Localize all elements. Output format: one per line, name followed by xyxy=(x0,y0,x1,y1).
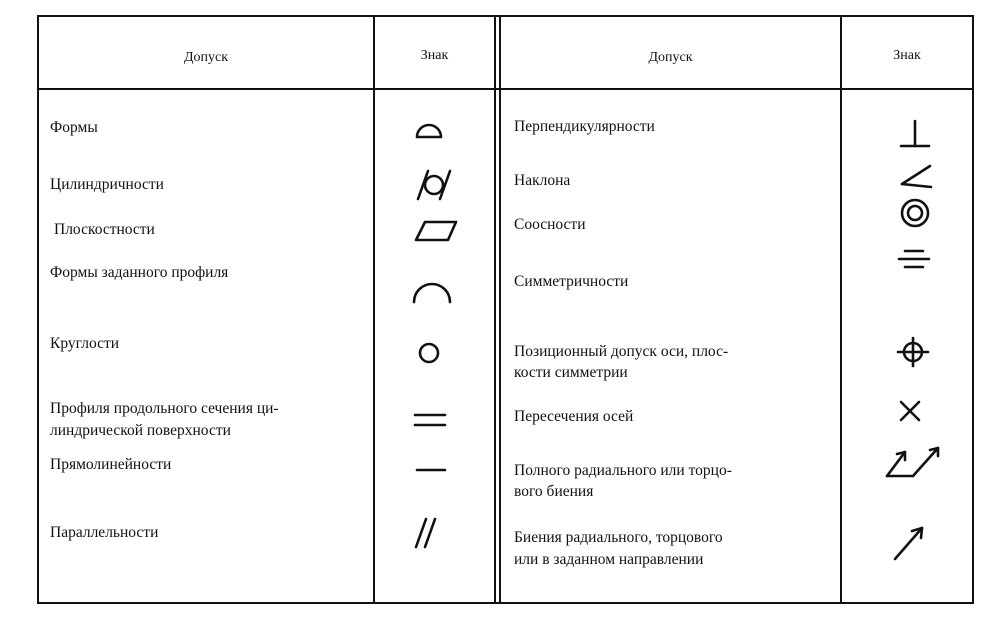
left-row-label-5: Профиля продольного сечения ци- xyxy=(50,400,279,417)
left-row-label-0: Формы xyxy=(50,119,98,136)
right-row-label-6-cont: вого биения xyxy=(514,483,594,500)
header-right-tolerance: Допуск xyxy=(648,50,693,65)
right-row-label-7: Биения радиального, торцового xyxy=(514,529,723,546)
right-row-label-1: Наклона xyxy=(514,172,571,189)
left-row-label-4: Круглости xyxy=(50,335,120,352)
straight-line-icon xyxy=(414,465,448,475)
symmetry-icon xyxy=(896,246,932,272)
left-row-label-6: Прямолинейности xyxy=(50,456,172,473)
right-row-label-6: Полного радиального или торцо- xyxy=(514,462,732,479)
arc-icon xyxy=(410,277,454,305)
left-row-label-7: Параллельности xyxy=(50,524,159,541)
right-row-label-4-cont: кости симметрии xyxy=(514,364,628,381)
column-divider-3 xyxy=(840,17,842,602)
left-row-label-5-cont: линдрической поверхности xyxy=(50,422,231,439)
concentric-circles-icon xyxy=(898,196,932,230)
single-arrow-icon xyxy=(890,522,928,564)
header-left-sign: Знак xyxy=(420,48,449,63)
position-icon xyxy=(895,335,931,369)
tolerance-table xyxy=(37,15,974,604)
right-row-label-3: Симметричности xyxy=(514,273,629,290)
left-row-label-2: Плоскостности xyxy=(54,221,155,238)
column-divider-middle-b xyxy=(499,17,501,602)
double-slash-icon xyxy=(412,516,440,550)
right-row-label-2: Соосности xyxy=(514,216,586,233)
column-divider-1 xyxy=(373,17,375,602)
double-arrow-icon xyxy=(883,442,945,482)
parallelogram-icon xyxy=(413,218,459,244)
cylindricity-icon xyxy=(414,167,454,203)
double-line-icon xyxy=(412,409,448,431)
header-right-sign: Знак xyxy=(893,48,921,63)
header-left-tolerance: Допуск xyxy=(183,50,229,65)
right-row-label-4: Позиционный допуск оси, плос- xyxy=(514,343,729,360)
right-row-label-7-cont: или в заданном направлении xyxy=(514,551,704,568)
left-row-label-1: Цилиндричности xyxy=(50,176,164,193)
header-divider xyxy=(39,88,972,90)
right-row-label-0: Перпендикулярности xyxy=(514,118,655,135)
column-divider-middle-a xyxy=(494,17,496,602)
cross-icon xyxy=(897,398,923,424)
right-row-label-5: Пересечения осей xyxy=(514,408,634,425)
left-row-label-3: Формы заданного профиля xyxy=(50,264,229,281)
semicircle-flat-icon xyxy=(414,116,444,142)
circle-icon xyxy=(416,340,442,366)
angle-icon xyxy=(898,160,934,192)
perpendicular-icon xyxy=(898,118,932,152)
